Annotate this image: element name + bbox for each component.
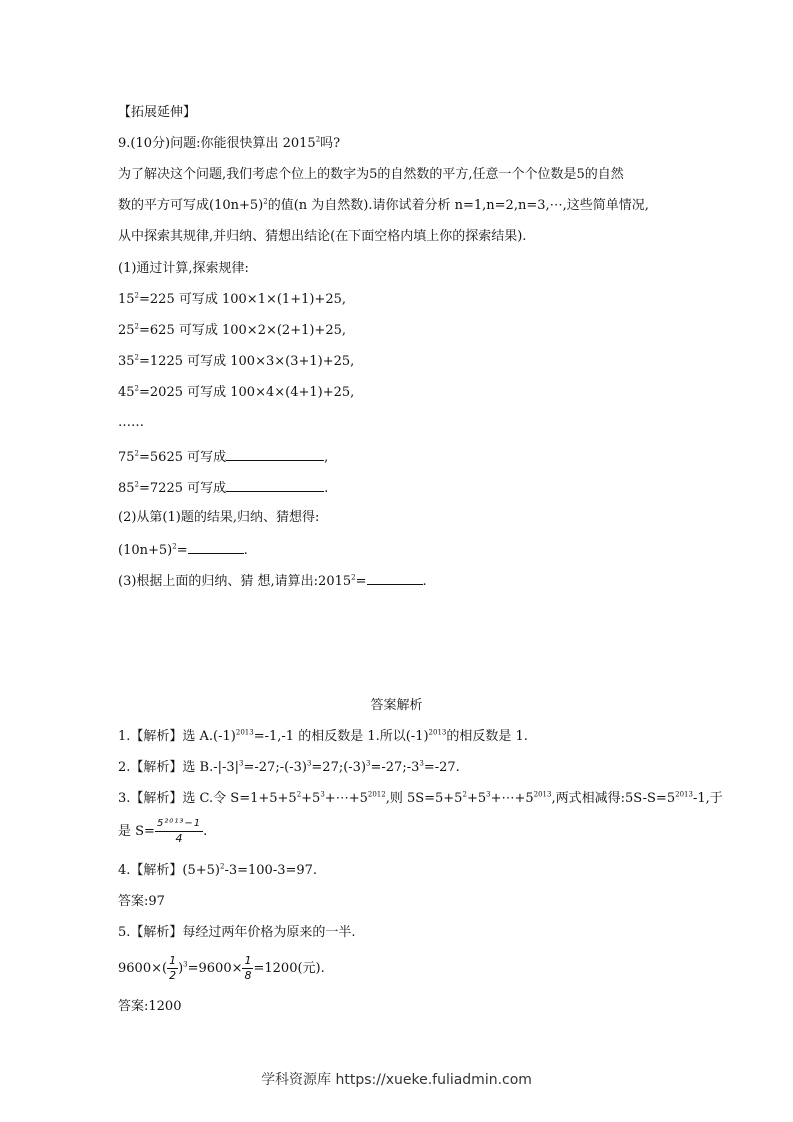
answer-3-line-2: 是 S= $\frac{\text{5²⁰¹³−1}}{4}$ . <box>118 818 208 845</box>
question-9-paragraph-3: 从中探索其规律,并归纳、猜想出结论(在下面空格内填上你的探索结果). <box>118 229 527 244</box>
answer-blank[interactable] <box>188 540 244 554</box>
fraction: $\frac{1}{8}$ <box>244 954 252 982</box>
fraction: $\frac{1}{2}$ <box>169 954 177 982</box>
answer-1: 1.【解析】选 $A.(-1)^{2013}=-1,-1$ 的相反数是 1.所以$(-1)^{2013}$的相反数是 1. <box>118 728 528 744</box>
pattern-row: $35^2=1225$ 可写成 100×3×(3+1)+25, <box>118 353 355 369</box>
part-1-heading: (1)通过计算,探索规律: <box>118 261 249 276</box>
answer-blank[interactable] <box>226 447 324 461</box>
answers-title: 答案解析 <box>370 698 423 713</box>
answer-blank[interactable] <box>367 571 423 585</box>
footer-watermark: 学科资源库 https://xueke.fuliadmin.com <box>261 1072 532 1088</box>
question-9-paragraph-2: 数的平方可写成$(10n+5)^2$的值(n 为自然数).请你试着分析 n=1,n=2,n=3,⋯,这些简单情况, <box>118 197 649 213</box>
question-9-paragraph-1: 为了解决这个问题,我们考虑个位上的数字为5的自然数的平方,任意一个个位数是5的自然 <box>118 167 624 182</box>
section-title: 【拓展延伸】 <box>118 105 197 120</box>
answer-3: 3.【解析】选 C.令 $S=1+5+5^2+5^3+\cdots+5^{2012}$,则 $5S=5+5^2+5^3+\cdots+5^{2013}$,两式相减得$:5S-S=5^{2013}-1$,于 <box>118 790 723 806</box>
answer-blank[interactable] <box>226 478 324 492</box>
pattern-row: $25^2=625$ 可写成 100×2×(2+1)+25, <box>118 322 347 338</box>
pattern-row: $15^2=225$ 可写成 100×1×(1+1)+25, <box>118 291 347 307</box>
ellipsis: …… <box>118 415 144 430</box>
answer-5: 5.【解析】每经过两年价格为原来的一半. <box>118 925 356 940</box>
pattern-row-85: $85^2=7225$ 可写成 . <box>118 478 328 498</box>
part-3-heading: (3)根据上面的归纳、猜 想,请算出$:2015^2=$ . <box>118 571 427 591</box>
answer-5-result: 答案:1200 <box>118 999 182 1014</box>
answer-4: 4.【解析】$(5+5)^2-3=100-3=97$. <box>118 862 318 878</box>
question-9-stem: 9.(10分)问题:你能很快算出 2015$^2$吗? <box>118 135 341 151</box>
pattern-row-75: $75^2=5625$ 可写成 , <box>118 447 328 467</box>
part-2-expression: $(10n+5)^2=$ . <box>118 540 248 560</box>
answer-2: 2.【解析】选 $B.-|-3|^3=-27;-(-3)^3=27;(-3)^3=-27;-3^3=-27$. <box>118 759 460 775</box>
part-2-heading: (2)从第(1)题的结果,归纳、猜想得: <box>118 510 320 525</box>
pattern-row: $45^2=2025$ 可写成 100×4×(4+1)+25, <box>118 384 355 400</box>
answer-5-calculation: 9600×( $\frac{1}{2}$ )$^3$=9600× $\frac{1}{8}$ =1200(元). <box>118 954 325 982</box>
fraction: $\frac{\text{5²⁰¹³−1}}{4}$ <box>156 818 202 845</box>
answer-4-result: 答案:97 <box>118 894 165 909</box>
